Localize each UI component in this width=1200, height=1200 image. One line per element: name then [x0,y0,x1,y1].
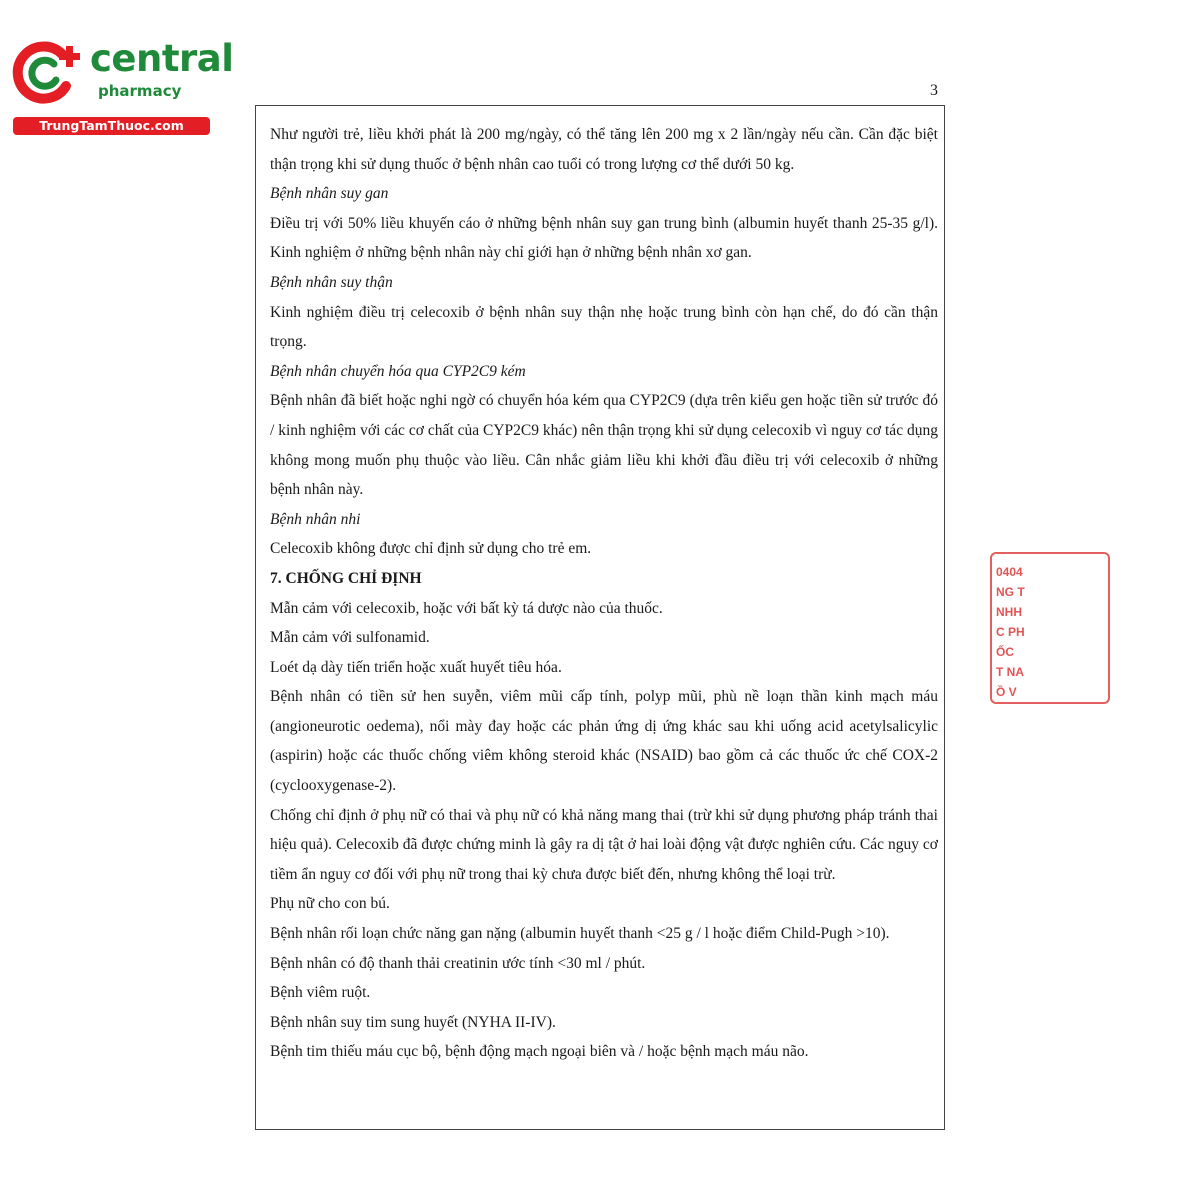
brand-website-link[interactable]: TrungTamThuoc.com [13,117,210,135]
brand-subname: pharmacy [98,82,182,100]
paragraph: Bệnh nhân có tiền sử hen suyễn, viêm mũi cấp tính, polyp mũi, phù nề loạn thần kinh mạch máu (angioneurotic oedema), nổi mày đay hoặc các phản ứng dị ứng khác sau khi uống acid acetylsalicylic (aspirin) hoặc các thuốc chống viêm không steroid khác (NSAID) bao gồm cả các thuốc ức chế COX-2 (cyclooxygenase-2). [270,688,938,795]
paragraph: Mẫn cảm với sulfonamid. [270,629,430,647]
stamp-line: C PH [996,625,1025,639]
paragraph: Chống chỉ định ở phụ nữ có thai và phụ nữ có khả năng mang thai (trừ khi sử dụng phương pháp tránh thai hiệu quả). Celecoxib đã được chứng minh là gây ra dị tật ở hai loài động vật được nghiên cứu. Các nguy cơ tiềm ẩn nguy cơ đối với phụ nữ trong thai kỳ chưa được biết đến, nhưng không thể loại trừ. [270,806,938,883]
stamp-line: 0404 [996,565,1023,579]
section-heading: 7. CHỐNG CHỈ ĐỊNH [270,569,422,587]
stamp-line: T NA [996,665,1024,679]
paragraph: Bệnh tim thiếu máu cục bộ, bệnh động mạch ngoại biên và / hoặc bệnh mạch máu não. [270,1043,809,1061]
paragraph: Phụ nữ cho con bú. [270,895,390,913]
paragraph: Bệnh nhân đã biết hoặc nghi ngờ có chuyển hóa kém qua CYP2C9 (dựa trên kiểu gen hoặc tiền sử trước đó / kinh nghiệm với các cơ chất của CYP2C9 khác) nên thận trọng khi sử dụng celecoxib vì nguy cơ tác dụng không mong muốn phụ thuộc vào liều. Cân nhắc giảm liều khi khởi đầu điều trị với celecoxib ở những bệnh nhân này. [270,392,938,499]
stamp-line: Ồ V [996,685,1017,699]
paragraph: Loét dạ dày tiến triển hoặc xuất huyết tiêu hóa. [270,658,562,676]
brand-name: central [90,37,234,80]
paragraph: Bệnh nhân suy tim sung huyết (NYHA II-IV). [270,1013,556,1031]
cross-c-logo-icon [10,38,90,108]
paragraph: Kinh nghiệm điều trị celecoxib ở bệnh nhân suy thận nhẹ hoặc trung bình còn hạn chế, do đó cần thận trọng. [270,303,938,351]
subheading: Bệnh nhân suy gan [270,185,389,203]
paragraph: Mẫn cảm với celecoxib, hoặc với bất kỳ tá dược nào của thuốc. [270,599,663,617]
document-frame [255,105,945,1130]
document-body [270,120,938,1067]
red-stamp [990,552,1025,704]
stamp-line: NG T [996,585,1025,599]
paragraph: Điều trị với 50% liều khuyến cáo ở những bệnh nhân suy gan trung bình (albumin huyết thanh 25-35 g/l). Kinh nghiệm ở những bệnh nhân này chỉ giới hạn ở những bệnh nhân xơ gan. [270,214,938,262]
stamp-text [990,552,1110,704]
stamp-line: NHH [996,605,1022,619]
page-number: 3 [930,82,938,99]
subheading: Bệnh nhân nhi [270,510,361,528]
paragraph: Bệnh nhân rối loạn chức năng gan nặng (albumin huyết thanh <25 g / l hoặc điểm Child-Pugh >10). [270,925,890,943]
paragraph: Celecoxib không được chỉ định sử dụng cho trẻ em. [270,540,592,558]
brand-logo [10,37,234,138]
paragraph: Bệnh nhân có độ thanh thải creatinin ước tính <30 ml / phút. [270,954,646,972]
subheading: Bệnh nhân suy thận [270,273,393,291]
subheading: Bệnh nhân chuyển hóa qua CYP2C9 kém [270,362,526,380]
paragraph: Như người trẻ, liều khởi phát là 200 mg/ngày, có thể tăng lên 200 mg x 2 lần/ngày nếu cần. Cần đặc biệt thận trọng khi sử dụng thuốc ở bệnh nhân cao tuổi có trong lượng cơ thể dưới 50 kg. [270,126,938,173]
stamp-line: ỐC [996,645,1014,659]
paragraph: Bệnh viêm ruột. [270,984,371,1002]
